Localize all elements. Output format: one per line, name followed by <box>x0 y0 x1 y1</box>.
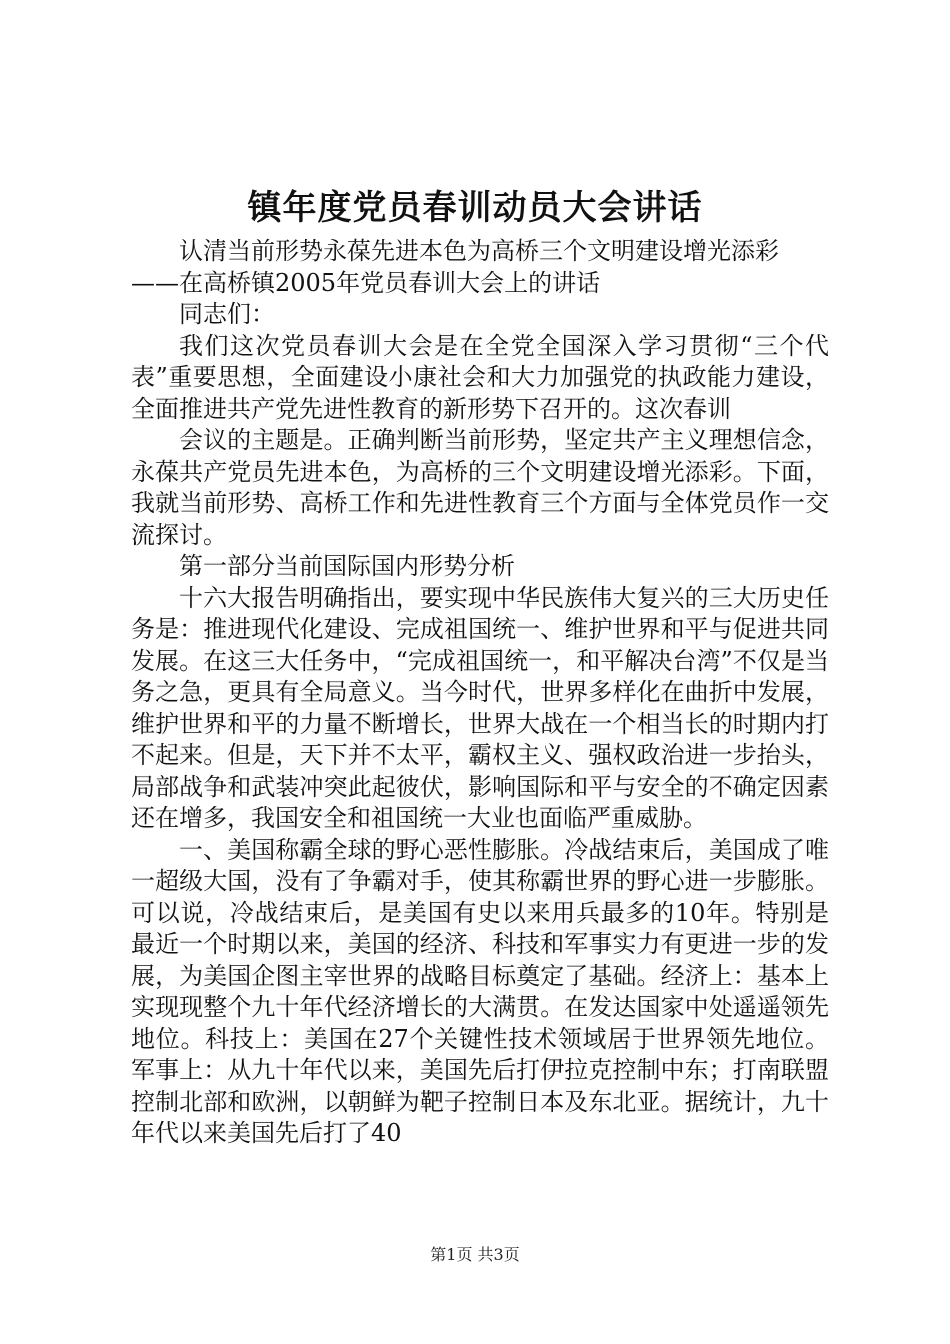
section-heading: 第一部分当前国际国内形势分析 <box>179 552 515 580</box>
salutation: 同志们： <box>179 300 275 328</box>
subtitle-continuation: ——在高桥镇2005年党员春训大会上的讲话 <box>131 268 601 297</box>
page-footer: 第1页 共3页 <box>430 1245 520 1264</box>
subtitle-line: 认清当前形势永葆先进本色为高桥三个文明建设增光添彩 <box>179 237 779 265</box>
document-title: 镇年度党员春训动员大会讲话 <box>247 188 703 228</box>
document-body <box>131 236 829 1150</box>
paragraph: 会议的主题是。正确判断当前形势，坚定共产主义理想信念，永葆共产党员先进本色，为高桥的三个文明建设增光添彩。下面，我就当前形势、高桥工作和先进性教育三个方面与全体党员作一交流探讨。 <box>131 426 829 549</box>
paragraph: 一、美国称霸全球的野心恶性膨胀。冷战结束后，美国成了唯一超级大国，没有了争霸对手，使其称霸世界的野心进一步膨胀。可以说，冷战结束后，是美国有史以来用兵最多的10年。特别是最近一个时期以来，美国的经济、科技和军事实力有更进一步的发展，为美国企图主宰世界的战略目标奠定了基础。经济上：基本上实现现整个九十年代经济增长的大满贯。在发达国家中处遥遥领先地位。科技上：美国在27个关键性技术领域居于世界领先地位。军事上：从九十年代以来，美国先后打伊拉克控制中东；打南联盟控制北部和欧洲，以朝鲜为靶子控制日本及东北亚。据统计，九十年代以来美国先后打了40 <box>131 835 829 1147</box>
paragraph: 十六大报告明确指出，要实现中华民族伟大复兴的三大历史任务是：推进现代化建设、完成祖国统一、维护世界和平与促进共同发展。在这三大任务中，“完成祖国统一，和平解决台湾”不仅是当务之急，更具有全局意义。当今时代，世界多样化在曲折中发展，维护世界和平的力量不断增长，世界大战在一个相当长的时期内打不起来。但是，天下并不太平，霸权主义、强权政治进一步抬头，局部战争和武装冲突此起彼伏，影响国际和平与安全的不确定因素还在增多，我国安全和祖国统一大业也面临严重威胁。 <box>131 583 829 832</box>
paragraph: 我们这次党员春训大会是在全党全国深入学习贯彻“三个代表”重要思想，全面建设小康社会和大力加强党的执政能力建设，全面推进共产党先进性教育的新形势下召开的。这次春训 <box>131 331 829 423</box>
